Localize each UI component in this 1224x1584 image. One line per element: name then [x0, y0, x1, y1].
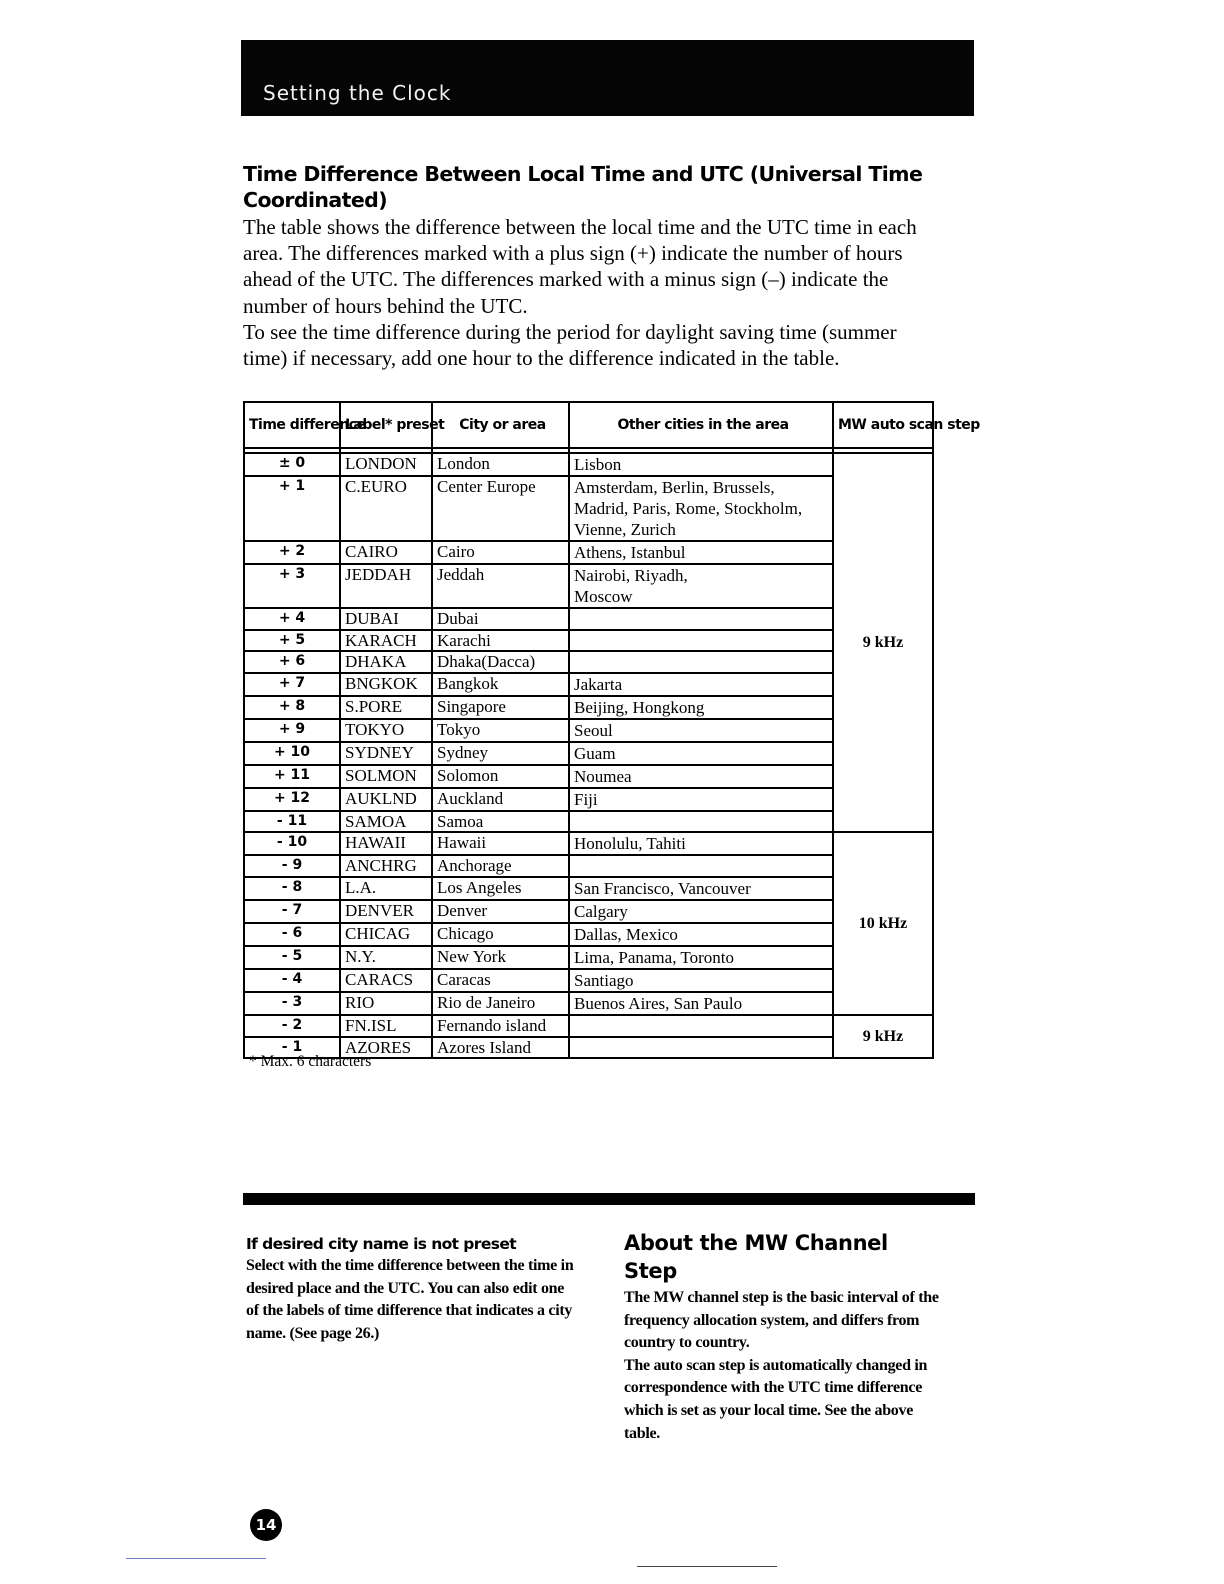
time-diff-cell: - 2: [244, 1015, 340, 1037]
section-divider: [243, 1193, 975, 1205]
other-cities-cell: San Francisco, Vancouver: [569, 877, 833, 900]
time-diff-cell: + 6: [244, 651, 340, 673]
mw-step-cell: 9 kHz: [833, 453, 933, 832]
time-diff-cell: + 11: [244, 765, 340, 788]
label-cell: N.Y.: [340, 946, 432, 969]
other-cities-cell: Honolulu, Tahiti: [569, 832, 833, 855]
time-diff-cell: + 3: [244, 564, 340, 608]
label-cell: CHICAG: [340, 923, 432, 946]
table-row: [244, 788, 933, 811]
other-cities-cell: [569, 608, 833, 630]
other-cities-cell: Athens, Istanbul: [569, 541, 833, 564]
table-row: [244, 673, 933, 696]
other-cities-cell: Amsterdam, Berlin, Brussels, Madrid, Paris, Rome, Stockholm, Vienne, Zurich: [569, 476, 833, 541]
city-cell: Tokyo: [432, 719, 569, 742]
other-cities-cell: [569, 1037, 833, 1059]
city-cell: Chicago: [432, 923, 569, 946]
table-row: [244, 742, 933, 765]
mw-channel-step-body: [624, 1287, 944, 1445]
label-cell: CAIRO: [340, 541, 432, 564]
other-cities-cell: Fiji: [569, 788, 833, 811]
table-row: [244, 719, 933, 742]
table-row: [244, 453, 933, 476]
city-cell: Anchorage: [432, 855, 569, 877]
city-cell: Bangkok: [432, 673, 569, 696]
other-cities-cell: Calgary: [569, 900, 833, 923]
header-bar: [241, 40, 974, 116]
header-time-difference: Time difference: [244, 402, 340, 448]
label-cell: ANCHRG: [340, 855, 432, 877]
header-label-preset: Label* preset: [340, 402, 432, 448]
mw-step-cell: 9 kHz: [833, 1015, 933, 1058]
city-cell: Sydney: [432, 742, 569, 765]
city-cell: Solomon: [432, 765, 569, 788]
table-row: [244, 541, 933, 564]
label-cell: L.A.: [340, 877, 432, 900]
label-cell: LONDON: [340, 453, 432, 476]
table-row: [244, 651, 933, 673]
city-cell: Karachi: [432, 630, 569, 652]
table-row: [244, 811, 933, 833]
left-note-body: Select with the time difference between the time in desired place and the UTC. You can also edit one of the labels of time difference that indicates a city name. (See page 26.): [246, 1257, 574, 1342]
label-cell: S.PORE: [340, 696, 432, 719]
city-cell: Rio de Janeiro: [432, 992, 569, 1015]
table-row: [244, 1015, 933, 1037]
time-diff-cell: - 6: [244, 923, 340, 946]
table-row: [244, 608, 933, 630]
table-row: [244, 832, 933, 855]
label-cell: DHAKA: [340, 651, 432, 673]
table-row: [244, 476, 933, 541]
time-diff-cell: - 5: [244, 946, 340, 969]
left-note-heading: If desired city name is not preset: [246, 1235, 517, 1253]
other-cities-cell: [569, 811, 833, 833]
time-diff-cell: - 8: [244, 877, 340, 900]
city-cell: Dhaka(Dacca): [432, 651, 569, 673]
section-heading: Time Difference Between Local Time and UTC (Universal Time Coordinated): [243, 162, 923, 212]
table-header-row: [244, 402, 933, 448]
time-diff-cell: + 1: [244, 476, 340, 541]
city-cell: Los Angeles: [432, 877, 569, 900]
mw-paragraph: The MW channel step is the basic interval of the frequency allocation system, and differs from country to country.: [624, 1289, 939, 1352]
table-row: [244, 630, 933, 652]
time-diff-cell: - 11: [244, 811, 340, 833]
city-cell: Dubai: [432, 608, 569, 630]
city-cell: Cairo: [432, 541, 569, 564]
time-diff-cell: + 12: [244, 788, 340, 811]
table-row: [244, 696, 933, 719]
page-number-badge: 14: [250, 1509, 282, 1541]
table-row: [244, 765, 933, 788]
table-row: [244, 900, 933, 923]
left-note: [246, 1233, 576, 1345]
other-cities-cell: [569, 1015, 833, 1037]
time-diff-cell: + 4: [244, 608, 340, 630]
other-cities-cell: [569, 855, 833, 877]
city-cell: London: [432, 453, 569, 476]
label-cell: AUKLND: [340, 788, 432, 811]
label-cell: TOKYO: [340, 719, 432, 742]
table-row: [244, 969, 933, 992]
other-cities-cell: Guam: [569, 742, 833, 765]
city-cell: Azores Island: [432, 1037, 569, 1059]
city-cell: Hawaii: [432, 832, 569, 855]
other-cities-cell: Beijing, Hongkong: [569, 696, 833, 719]
header-title: Setting the Clock: [263, 81, 452, 105]
time-diff-cell: - 1: [244, 1037, 340, 1059]
intro-paragraph: To see the time difference during the period for daylight saving time (summer time) if necessary, add one hour to the difference indicated in the table.: [243, 319, 897, 371]
time-diff-cell: + 9: [244, 719, 340, 742]
other-cities-cell: Buenos Aires, San Paulo: [569, 992, 833, 1015]
header-mw-step: MW auto scan step: [833, 402, 933, 448]
time-diff-cell: + 8: [244, 696, 340, 719]
label-cell: DUBAI: [340, 608, 432, 630]
table-row: [244, 877, 933, 900]
other-cities-cell: Noumea: [569, 765, 833, 788]
city-cell: Samoa: [432, 811, 569, 833]
other-cities-cell: Santiago: [569, 969, 833, 992]
table-row: [244, 992, 933, 1015]
header-city-or-area: City or area: [432, 402, 569, 448]
label-cell: RIO: [340, 992, 432, 1015]
label-cell: C.EURO: [340, 476, 432, 541]
mw-channel-step-section: [624, 1229, 944, 1445]
other-cities-cell: Nairobi, Riyadh, Moscow: [569, 564, 833, 608]
label-cell: JEDDAH: [340, 564, 432, 608]
intro-text: [243, 214, 943, 371]
label-cell: SAMOA: [340, 811, 432, 833]
city-cell: Center Europe: [432, 476, 569, 541]
time-diff-cell: + 2: [244, 541, 340, 564]
table-footnote: * Max. 6 characters: [249, 1053, 372, 1070]
edge-mark: [637, 1566, 777, 1567]
other-cities-cell: Lima, Panama, Toronto: [569, 946, 833, 969]
other-cities-cell: Jakarta: [569, 673, 833, 696]
time-diff-cell: - 9: [244, 855, 340, 877]
time-difference-table: [243, 401, 980, 1059]
label-cell: SOLMON: [340, 765, 432, 788]
city-cell: Jeddah: [432, 564, 569, 608]
time-diff-cell: + 7: [244, 673, 340, 696]
mw-paragraph: The auto scan step is automatically changed in correspondence with the UTC time difference which is set as your local time. See the above table.: [624, 1356, 928, 1442]
table-row: [244, 855, 933, 877]
other-cities-cell: Seoul: [569, 719, 833, 742]
other-cities-cell: [569, 630, 833, 652]
time-diff-cell: - 4: [244, 969, 340, 992]
label-cell: AZORES: [340, 1037, 432, 1059]
other-cities-cell: [569, 651, 833, 673]
table-row: [244, 923, 933, 946]
table-row: [244, 564, 933, 608]
city-cell: Singapore: [432, 696, 569, 719]
city-cell: Fernando island: [432, 1015, 569, 1037]
table-row: [244, 946, 933, 969]
time-diff-cell: - 3: [244, 992, 340, 1015]
label-cell: HAWAII: [340, 832, 432, 855]
label-cell: KARACH: [340, 630, 432, 652]
header-other-cities: Other cities in the area: [569, 402, 833, 448]
city-cell: Denver: [432, 900, 569, 923]
time-diff-cell: + 10: [244, 742, 340, 765]
mw-channel-step-heading: About the MW Channel Step: [624, 1231, 888, 1283]
edge-mark: [126, 1558, 266, 1559]
city-cell: Auckland: [432, 788, 569, 811]
time-diff-cell: ± 0: [244, 453, 340, 476]
label-cell: CARACS: [340, 969, 432, 992]
time-diff-cell: + 5: [244, 630, 340, 652]
label-cell: DENVER: [340, 900, 432, 923]
time-diff-cell: - 10: [244, 832, 340, 855]
mw-step-cell: 10 kHz: [833, 832, 933, 1015]
label-cell: FN.ISL: [340, 1015, 432, 1037]
other-cities-cell: Dallas, Mexico: [569, 923, 833, 946]
label-cell: BNGKOK: [340, 673, 432, 696]
label-cell: SYDNEY: [340, 742, 432, 765]
time-diff-cell: - 7: [244, 900, 340, 923]
other-cities-cell: Lisbon: [569, 453, 833, 476]
city-cell: Caracas: [432, 969, 569, 992]
city-cell: New York: [432, 946, 569, 969]
intro-paragraph: The table shows the difference between the local time and the UTC time in each area. The differences marked with a plus sign (+) indicate the number of hours ahead of the UTC. The differences marked with a minus sign (–) indicate the number of hours behind the UTC.: [243, 215, 917, 318]
